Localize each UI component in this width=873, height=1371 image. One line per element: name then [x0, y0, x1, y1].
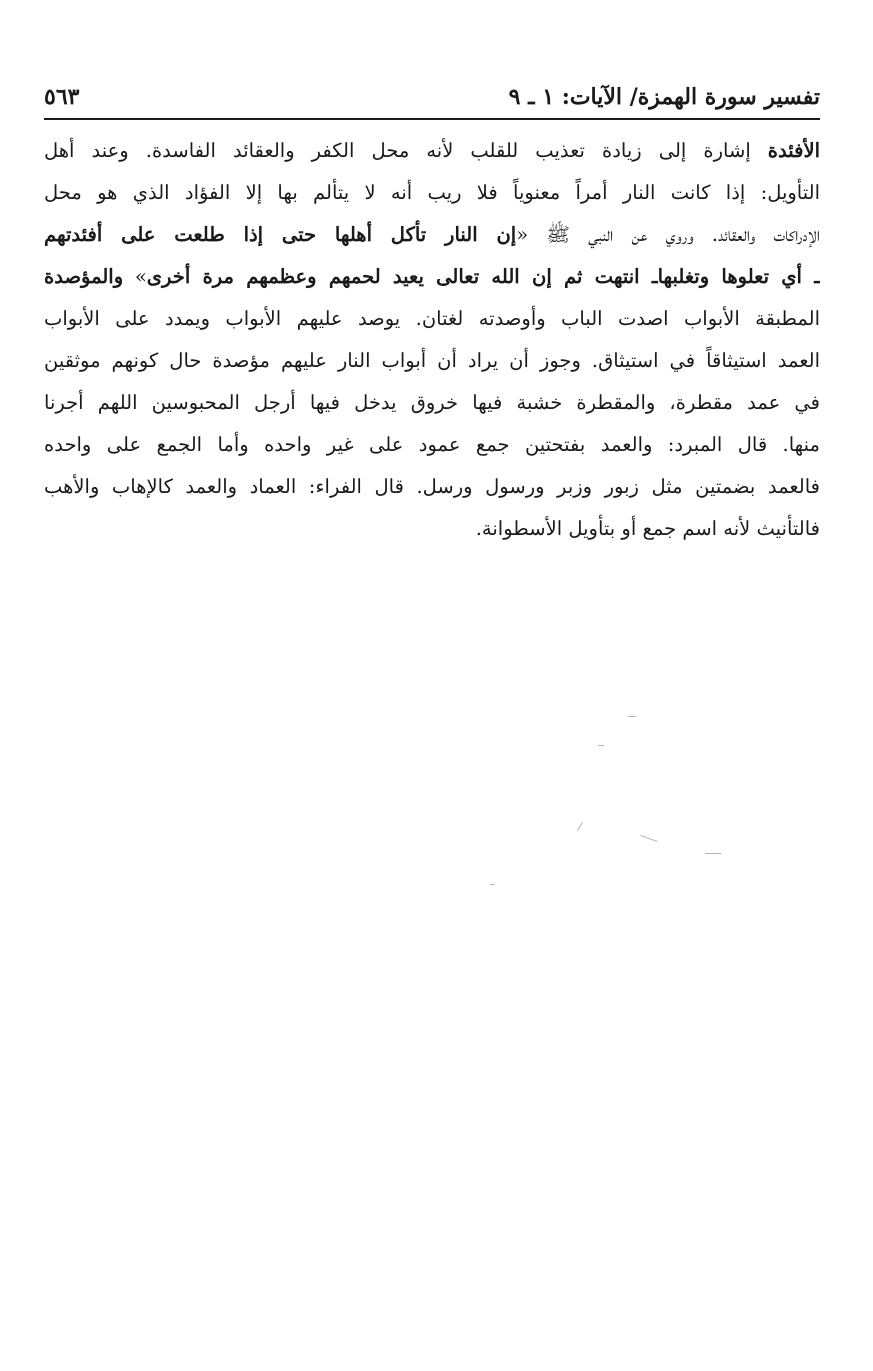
text-segment: » [123, 265, 147, 288]
scan-mark [577, 822, 583, 831]
text-segment: العمد استيثاقاً في استيثاق. وجوز أن يراد أن أبواب النار عليهم مؤصدة حال كونهم موثقين [44, 349, 820, 372]
text-segment: المطبقة الأبواب اصدت الباب وأوصدته لغتان. يوصد عليهم الأبواب ويمدد على الأبواب [44, 307, 820, 330]
text-segment: في عمد مقطرة، والمقطرة خشبة فيها خروق يدخل فيها أرجل المحبوسين اللهم أجرنا [44, 391, 820, 414]
running-title: تفسير سورة الهمزة/ الآيات: ١ ـ ٩ [508, 84, 820, 110]
text-line [44, 424, 820, 466]
text-segment: إشارة إلى زيادة تعذيب للقلب لأنه محل الكفر والعقائد الفاسدة. وعند أهل [44, 139, 768, 162]
page-header [44, 82, 820, 120]
text-segment: فالعمد بضمتين مثل زبور وزبر ورسول ورسل. قال الفراء: العماد والعمد كالإهاب والأهب [44, 475, 820, 498]
scan-mark [490, 884, 495, 885]
text-segment: فالتأنيث لأنه اسم جمع أو بتأويل الأسطوانة. [475, 517, 820, 540]
scan-mark [628, 716, 636, 717]
text-line [44, 508, 820, 550]
scan-mark [598, 745, 604, 746]
body-text [44, 130, 820, 550]
text-line [44, 172, 820, 214]
text-line [44, 466, 820, 508]
text-line [44, 298, 820, 340]
bold-text-segment: الأفئدة [767, 139, 820, 162]
bold-text-segment: إن النار تأكل أهلها حتى إذا طلعت على أفئدتهم [44, 223, 517, 246]
text-segment: الإدراكات والعقائد. وروي عن النبي ﷺ « [516, 223, 820, 246]
bold-text-segment: ـ أي تعلوها وتغلبهاـ انتهت ثم إن الله تعالى يعيد لحمهم وعظمهم مرة أخرى [146, 265, 820, 288]
page-number: ٥٦٣ [44, 84, 80, 110]
text-line [44, 130, 820, 172]
text-line [44, 382, 820, 424]
scan-mark [705, 853, 721, 854]
text-segment: التأويل: إذا كانت النار أمراً معنوياً فلا ريب أنه لا يتألم بها إلا الفؤاد الذي هو محل [44, 181, 820, 204]
text-line [44, 214, 820, 256]
bold-text-segment: والمؤصدة [44, 265, 124, 288]
scan-mark [640, 835, 657, 842]
text-line [44, 256, 820, 298]
text-line [44, 340, 820, 382]
text-segment: منها. قال المبرد: والعمد بفتحتين جمع عمود على غير واحده وأما الجمع على واحده [44, 433, 820, 456]
